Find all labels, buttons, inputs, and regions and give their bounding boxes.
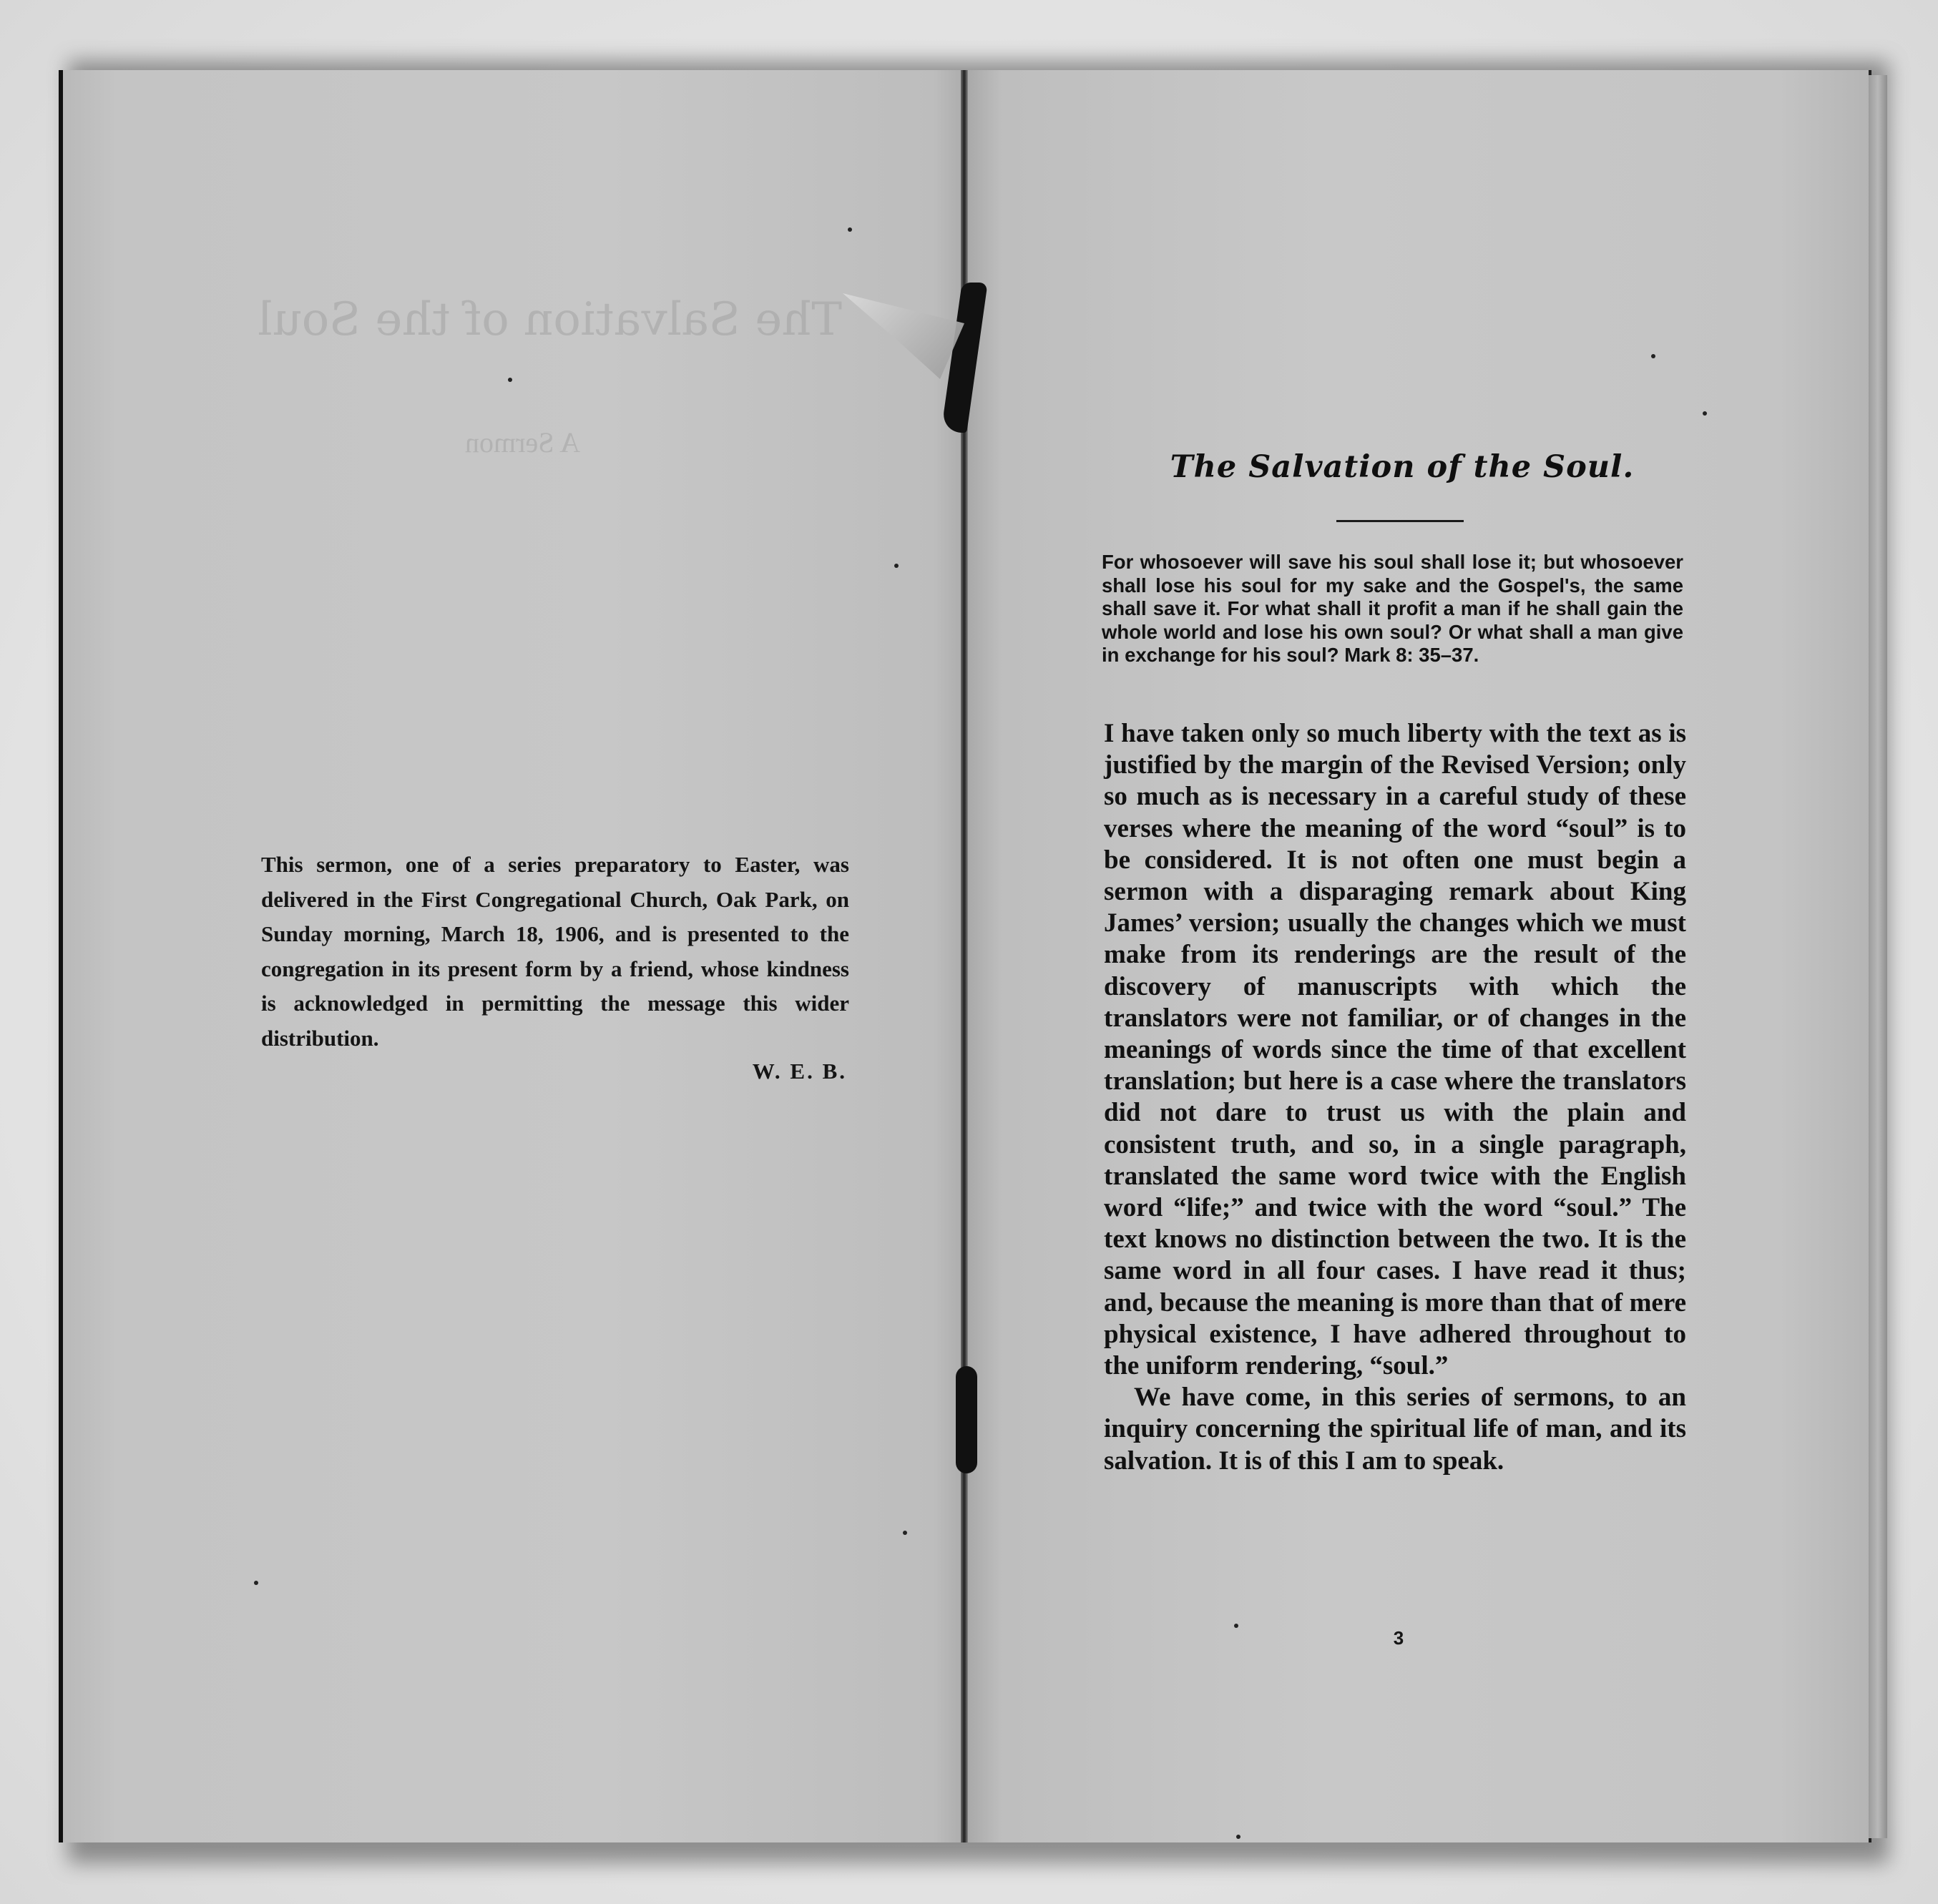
page-number: 3	[1393, 1627, 1404, 1649]
title-divider	[1336, 520, 1464, 522]
dust-speck	[1234, 1624, 1238, 1628]
ghost-title-showthrough: The Salvation of the Soul	[258, 293, 842, 346]
dust-speck	[848, 227, 852, 232]
sermon-body	[1104, 718, 1686, 1477]
dust-speck	[894, 564, 899, 568]
scripture-epigraph: For whosoever will save his soul shall lose it; but whosoever shall lose his soul for my sake and the Gospel's, the same shall save it. For what shall it profit a man if he shall gain the whole world and lose his own soul? Or what shall a man give in exchange for his soul? Mark 8: 35–37.	[1102, 551, 1683, 666]
dust-speck	[254, 1581, 258, 1585]
dust-speck	[903, 1531, 907, 1535]
body-paragraph-1: I have taken only so much liberty with the text as is justified by the margin of the Revised Version; only so much as is necessary in a careful study of these verses where the meaning of the word “soul” is to be considered. It is not often one must begin a sermon with a disparaging remark about King James’ version; usually the changes which we must make from its renderings are the result of the discovery of manuscripts with which the translators were not familiar, or of changes in the meanings of words since the time of that excellent translation; but here is a case where the translators did not dare to trust us with the plain and consistent truth, and so, in a single paragraph, translated the same word twice with the English word “life;” and twice with the word “soul.” The text knows no distinction between the two. It is the same word in all four cases. I have read it thus; and, because the meaning is more than that of mere physical existence, I have adhered throughout to the uniform rendering, “soul.”	[1104, 719, 1686, 1381]
dust-speck	[1236, 1835, 1240, 1839]
body-paragraph-2: We have come, in this series of sermons, to an inquiry concerning the spiritual life of man, and its salvation. It is of this I am to speak.	[1104, 1383, 1686, 1476]
dedication-note: This sermon, one of a series preparatory to Easter, was delivered in the First Congregational Church, Oak Park, on Sunday morning, March 18, 1906, and is presented to the congregation in its present form by a friend, whose kindness is acknowledged in permitting the message this wider distribution.	[261, 852, 849, 1051]
binding-thread-bottom	[956, 1366, 977, 1473]
note-signature: W. E. B.	[752, 1059, 847, 1084]
ghost-subtitle-showthrough: A Sermon	[465, 426, 581, 458]
dust-speck	[1703, 411, 1707, 416]
page-title: The Salvation of the Soul.	[1170, 449, 1635, 485]
page-stack-edge	[1869, 75, 1887, 1838]
dust-speck	[1651, 354, 1655, 358]
dust-speck	[508, 378, 512, 382]
